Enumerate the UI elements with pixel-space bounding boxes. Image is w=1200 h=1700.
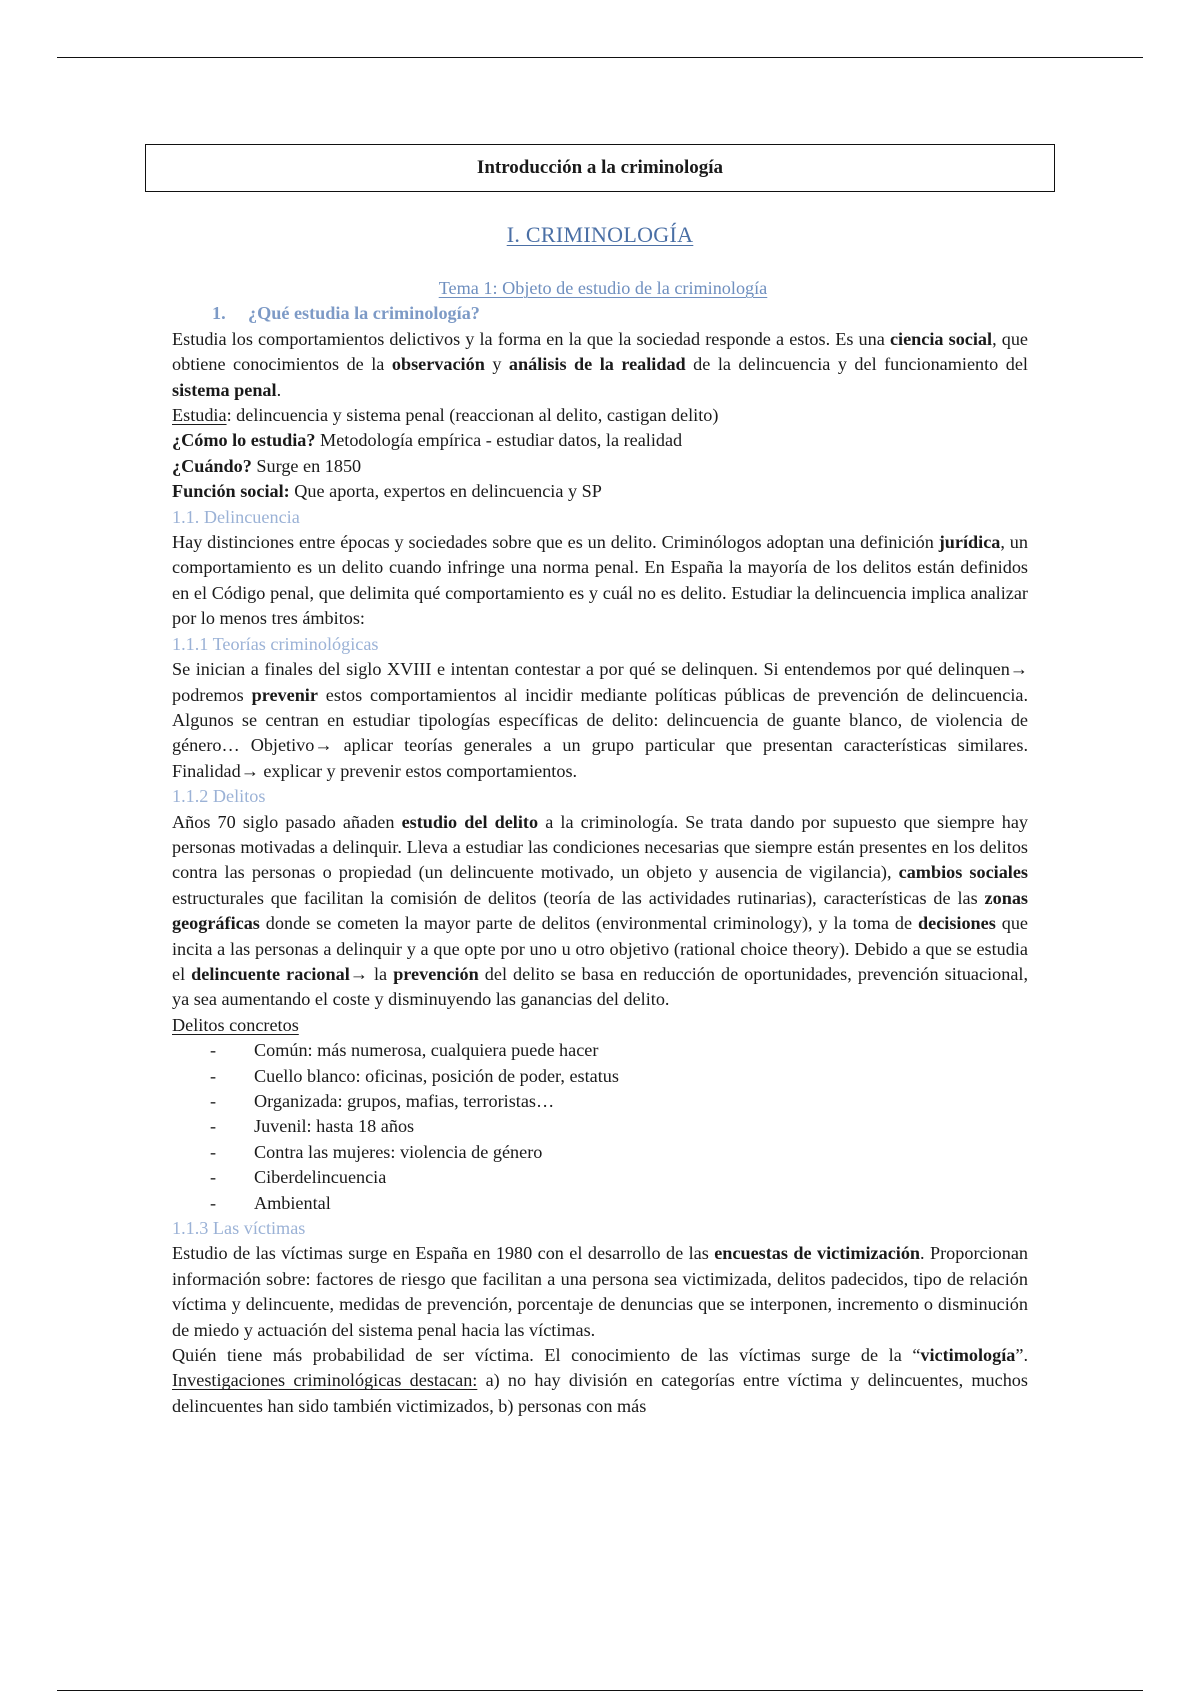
- funcion-line: Función social: Que aporta, expertos en delincuencia y SP: [172, 481, 602, 502]
- list-item: - Contra las mujeres: violencia de género: [172, 1140, 1028, 1165]
- intro-paragraph: Estudia los comportamientos delictivos y la forma en la que la sociedad responde a estos. Es una ciencia social, que obtiene conocimientos de la observación y análisis de la realidad de la delincuencia y del funcionamiento del sistema penal.: [172, 328, 1028, 400]
- document-title-box: [145, 144, 1055, 192]
- top-rule: [57, 57, 1143, 58]
- part-title: I. CRIMINOLOGÍA: [506, 222, 694, 247]
- subsection-1-1-1-heading: 1.1.1 Teorías criminológicas: [172, 633, 379, 654]
- document-body: [172, 276, 1028, 1419]
- list-item: - Cuello blanco: oficinas, posición de poder, estatus: [172, 1064, 1028, 1089]
- estudia-line: Estudia: delincuencia y sistema penal (reaccionan al delito, castigan delito): [172, 405, 719, 426]
- victimas-paragraph-1: Estudio de las víctimas surge en España en 1980 con el desarrollo de las encuestas de victimización. Proporcionan información sobre: factores de riesgo que facilitan a una persona sea victimizada, delitos padecidos, tipo de relación víctima y delincuente, medidas de prevención, porcentaje de denuncias que se interponen, incremento o disminución de miedo y actuación del sistema penal hacia las víctimas.: [172, 1243, 1028, 1340]
- list-item: - Ciberdelincuencia: [172, 1165, 1028, 1190]
- list-item: - Común: más numerosa, cualquiera puede hacer: [172, 1038, 1028, 1063]
- list-item: - Juvenil: hasta 18 años: [172, 1114, 1028, 1139]
- tema-heading: Tema 1: Objeto de estudio de la criminología: [438, 278, 768, 298]
- section-1-heading: 1. ¿Qué estudia la criminología?: [212, 303, 480, 324]
- subsection-1-1-3-heading: 1.1.3 Las víctimas: [172, 1218, 306, 1239]
- subsection-1-1-2-heading: 1.1.2 Delitos: [172, 786, 266, 807]
- delitos-paragraph: Años 70 siglo pasado añaden estudio del delito a la criminología. Se trata dando por supuesto que siempre hay personas motivadas a delinquir. Lleva a estudiar las condiciones necesarias que siempre están presentes en los delitos contra las personas o propiedad (un delincuente motivado, un objeto y ausencia de vigilancia), cambios sociales estructurales que facilitan la comisión de delitos (teoría de las actividades rutinarias), características de las zonas geográficas donde se cometen la mayor parte de delitos (environmental criminology), y la toma de decisiones que incita a las personas a delinquir y a que opte por uno u otro objetivo (rational choice theory). Debido a que se estudia el delincuente racional→ la prevención del delito se basa en reducción de oportunidades, prevención situacional, ya sea aumentando el coste y disminuyendo las ganancias del delito.: [172, 811, 1029, 1010]
- delitos-concretos-list: [172, 1038, 1028, 1216]
- como-line: ¿Cómo lo estudia? Metodología empírica - estudiar datos, la realidad: [172, 430, 683, 451]
- teorias-paragraph: Se inician a finales del siglo XVIII e intentan contestar a por qué se delinquen. Si entendemos por qué delinquen→ podremos prevenir estos comportamientos al incidir mediante políticas públicas de prevención de delincuencia. Algunos se centran en estudiar tipologías específicas de delito: delincuencia de guante blanco, de violencia de género… Objetivo→ aplicar teorías generales a un grupo particular que presentan características similares. Finalidad→ explicar y prevenir estos comportamientos.: [172, 659, 1029, 781]
- bottom-rule: [57, 1690, 1143, 1691]
- victimas-paragraph-2: Quién tiene más probabilidad de ser víctima. El conocimiento de las víctimas surge de la “victimología”. Investigaciones criminológicas destacan: a) no hay división en categorías entre víctima y delincuentes, muchos delincuentes han sido también victimizados, b) personas con más: [172, 1345, 1028, 1416]
- document-title: Introducción a la criminología: [476, 157, 724, 178]
- delitos-concretos-label: Delitos concretos: [172, 1014, 299, 1035]
- list-item: - Organizada: grupos, mafias, terroristas…: [172, 1089, 1028, 1114]
- part-heading: [0, 222, 1200, 248]
- cuando-line: ¿Cuándo? Surge en 1850: [172, 455, 362, 476]
- delincuencia-paragraph: Hay distinciones entre épocas y sociedades sobre que es un delito. Criminólogos adoptan una definición jurídica, un comportamiento es un delito cuando infringe una norma penal. En España la mayoría de los delitos están definidos en el Código penal, que delimita qué comportamiento es y cuál no es delito. Estudiar la delincuencia implica analizar por lo menos tres ámbitos:: [172, 532, 1028, 629]
- list-item: - Ambiental: [172, 1191, 1028, 1216]
- subsection-1-1-heading: 1.1. Delincuencia: [172, 506, 300, 527]
